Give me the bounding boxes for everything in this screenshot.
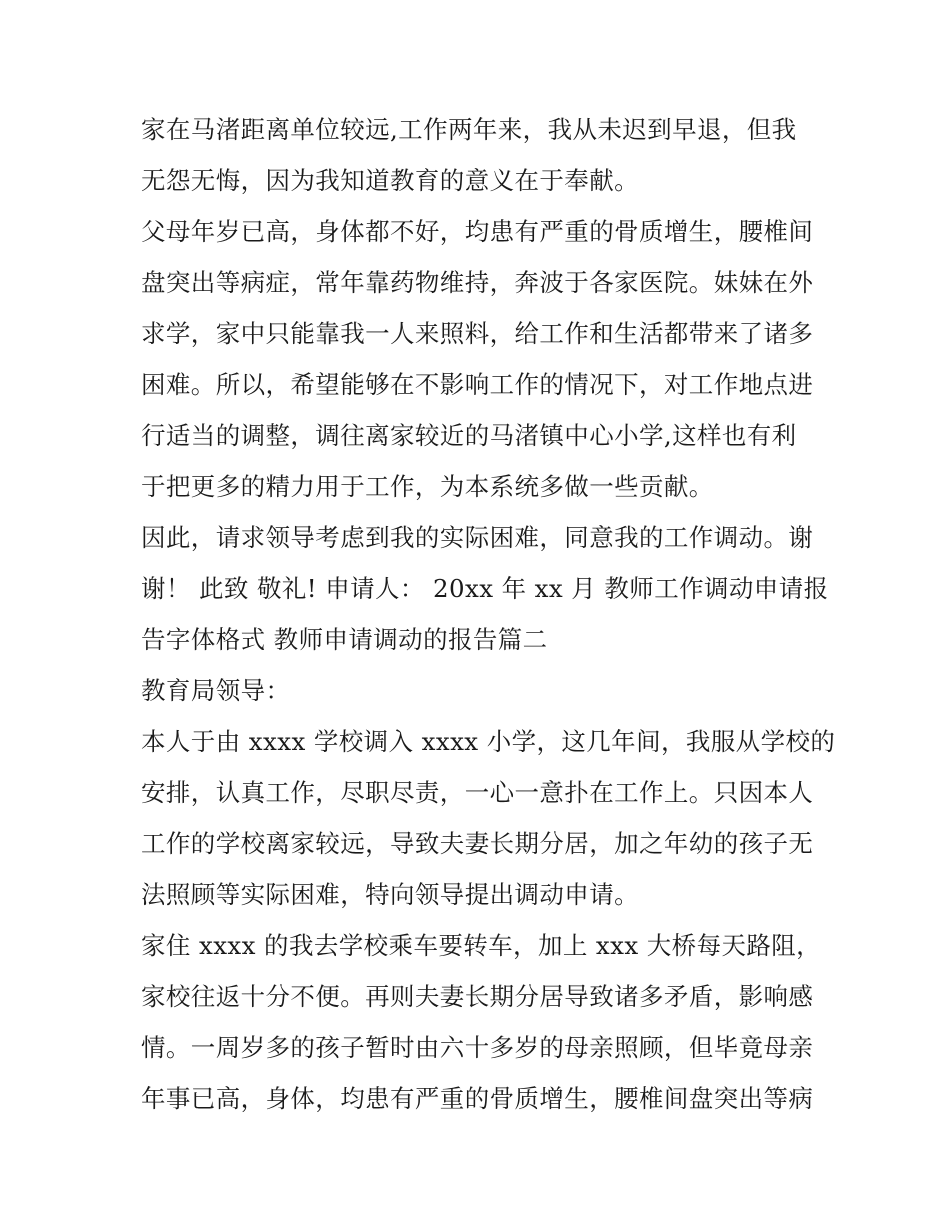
text-line: 法照顾等实际困难，特向领导提出调动申请。 (141, 880, 639, 909)
text-line: 因此，请求领导考虑到我的实际困难，同意我的工作调动。谢 (141, 523, 814, 552)
text-line: 盘突出等病症，常年靠药物维持，奔波于各家医院。妹妹在外 (141, 268, 814, 297)
text-line: 困难。所以，希望能够在不影响工作的情况下，对工作地点进 (141, 370, 814, 399)
document-body (141, 104, 836, 1124)
text-line: 情。一周岁多的孩子暂时由六十多岁的母亲照顾，但毕竟母亲 (141, 1033, 814, 1062)
text-line: 求学，家中只能靠我一人来照料，给工作和生活都带来了诸多 (141, 319, 814, 348)
text-line: 谢！ 此致 敬礼! 申请人： 20xx 年 xx 月 教师工作调动申请报 (141, 574, 829, 603)
text-line: 家在马渚距离单位较远,工作两年来，我从未迟到早退，但我 (141, 115, 797, 144)
text-line: 教育局领导： (141, 676, 291, 705)
text-line: 家住 xxxx 的我去学校乘车要转车，加上 xxx 大桥每天路阻， (141, 931, 822, 960)
text-line: 安排，认真工作，尽职尽责，一心一意扑在工作上。只因本人 (141, 778, 814, 807)
text-line: 告字体格式 教师申请调动的报告篇二 (141, 625, 548, 654)
text-line: 工作的学校离家较远，导致夫妻长期分居，加之年幼的孩子无 (141, 829, 814, 858)
text-line: 父母年岁已高，身体都不好，均患有严重的骨质增生，腰椎间 (141, 217, 814, 246)
text-line: 行适当的调整，调往离家较近的马渚镇中心小学,这样也有利 (141, 421, 797, 450)
text-line: 无怨无悔，因为我知道教育的意义在于奉献。 (141, 166, 639, 195)
text-line: 于把更多的精力用于工作，为本系统多做一些贡献。 (141, 472, 714, 501)
text-line: 本人于由 xxxx 学校调入 xxxx 小学，这几年间，我服从学校的 (141, 727, 836, 756)
text-line: 年事已高，身体，均患有严重的骨质增生，腰椎间盘突出等病 (141, 1084, 814, 1113)
text-line: 家校往返十分不便。再则夫妻长期分居导致诸多矛盾，影响感 (141, 982, 814, 1011)
